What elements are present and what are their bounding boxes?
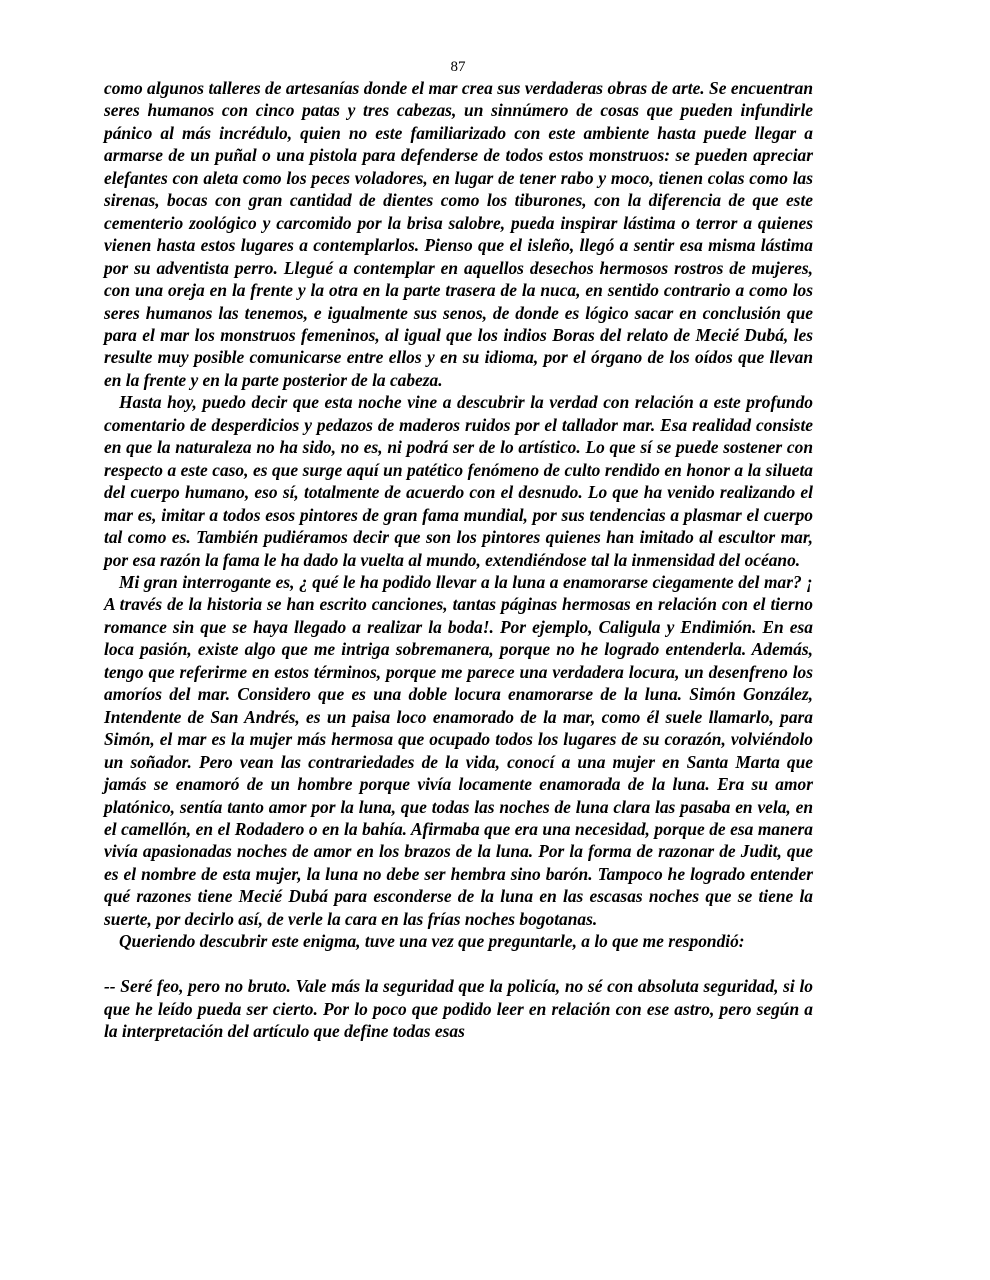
paragraph-1: como algunos talleres de artesanías donde el mar crea sus verdaderas obras de arte. Se encuentran seres humanos con cinco patas y tres cabezas, un sinnúmero de cosas que pueden infundirle pánico al más incrédulo, quien no este familiarizado con este ambiente hasta puede llegar a armarse de un puñal o una pistola para defenderse de todos estos monstruos: se pueden apreciar elefantes con aleta como los peces voladores, en lugar de tener rabo y moco, tienen colas como las sirenas, bocas con gran cantidad de dientes como los tiburones, con la diferencia de que este cementerio zoológico y carcomido por la brisa salobre, pueda inspirar lástima o terror a quienes vienen hasta estos lugares a contemplarlos. Pienso que el isleño, llegó a sentir esa misma lástima por su adventista perro. Llegué a contemplar en aquellos desechos hermosos rostros de mujeres, con una oreja en la frente y la otra en la parte trasera de la nuca, en sentido contrario a como los seres humanos las tenemos, e igualmente sus senos, de donde es lógico sacar en conclusión que para el mar los monstruos femeninos, al igual que los indios Boras del relato de Mecié Dubá, les resulte muy posible comunicarse entre ellos y en su idioma, por el órgano de los oídos que llevan en la frente y en la parte posterior de la cabeza. bbox=[104, 78, 813, 390]
paragraph-4: Queriendo descubrir este enigma, tuve una vez que preguntarle, a lo que me respondió: bbox=[119, 931, 745, 952]
page-number: 87 bbox=[450, 59, 466, 75]
blank-line bbox=[104, 953, 813, 975]
paragraph-2: Hasta hoy, puedo decir que esta noche vine a descubrir la verdad con relación a este profundo comentario de desperdicios y pedazos de maderos ruidos por el tallador mar. Esa realidad consiste en que la naturaleza no ha sido, no es, ni podrá ser de lo artístico. Lo que sí se puede sostener con respecto a este caso, es que surge aquí un patético fenómeno de culto rendido en honor a la silueta del cuerpo humano, eso sí, totalmente de acuerdo con el desnudo. Lo que ha venido realizando el mar es, imitar a todos esos pintores de gran fama mundial, por sus tendencias a plasmar el cuerpo tal como es. También pudiéramos decir que son los pintores quienes han imitado al escultor mar, por esa razón la fama le ha dado la vuelta al mundo, extendiéndose tal la inmensidad del océano. bbox=[104, 392, 813, 570]
paragraph-3: Mi gran interrogante es, ¿ qué le ha podido llevar a la luna a enamorarse ciegamente del mar? ¡ A través de la historia se han escrito canciones, tantas páginas hermosas en relación con el tierno romance sin que se haya llegado a realizar la boda!. Por ejemplo, Caligula y Endimión. En esa loca pasión, existe algo que me intriga sobremanera, porque no he logrado entenderla. Además, tengo que referirme en estos términos, porque me parece una verdadera locura, un desenfreno los amoríos del mar. Considero que es una doble locura enamorarse de la luna. Simón González, Intendente de San Andrés, es un paisa loco enamorado de la mar, como él suele llamarlo, para Simón, el mar es la mujer más hermosa que ocupado todos los lugares de su corazón, volviéndolo un soñador. Pero vean las contrariedades de la vida, conocí a una mujer en Santa Marta que jamás se enamoró de un hombre porque vivía locamente enamorada de la luna. Era su amor platónico, sentía tanto amor por la luna, que todas las noches de luna clara las pasaba en vela, en el camellón, en el Rodadero o en la bahía. Afirmaba que era una necesidad, porque de esa manera vivía apasionadas noches de amor en los brazos de la luna. Por la forma de razonar de Judit, que es el nombre de esta mujer, la luna no debe ser hembra sino barón. Tampoco he logrado entender qué razones tiene Mecié Dubá para esconderse de la luna en las escasas noches que se tiene la suerte, por decirlo así, de verle la cara en las frías noches bogotanas. bbox=[104, 571, 813, 929]
body-text bbox=[104, 77, 813, 1042]
paragraph-5-dialogue: -- Seré feo, pero no bruto. Vale más la seguridad que la policía, no sé con absoluta seguridad, si lo que he leído pueda ser cierto. Por lo poco que podido leer en relación con ese astro, pero según a la interpretación del artículo que define todas esas bbox=[104, 976, 813, 1042]
